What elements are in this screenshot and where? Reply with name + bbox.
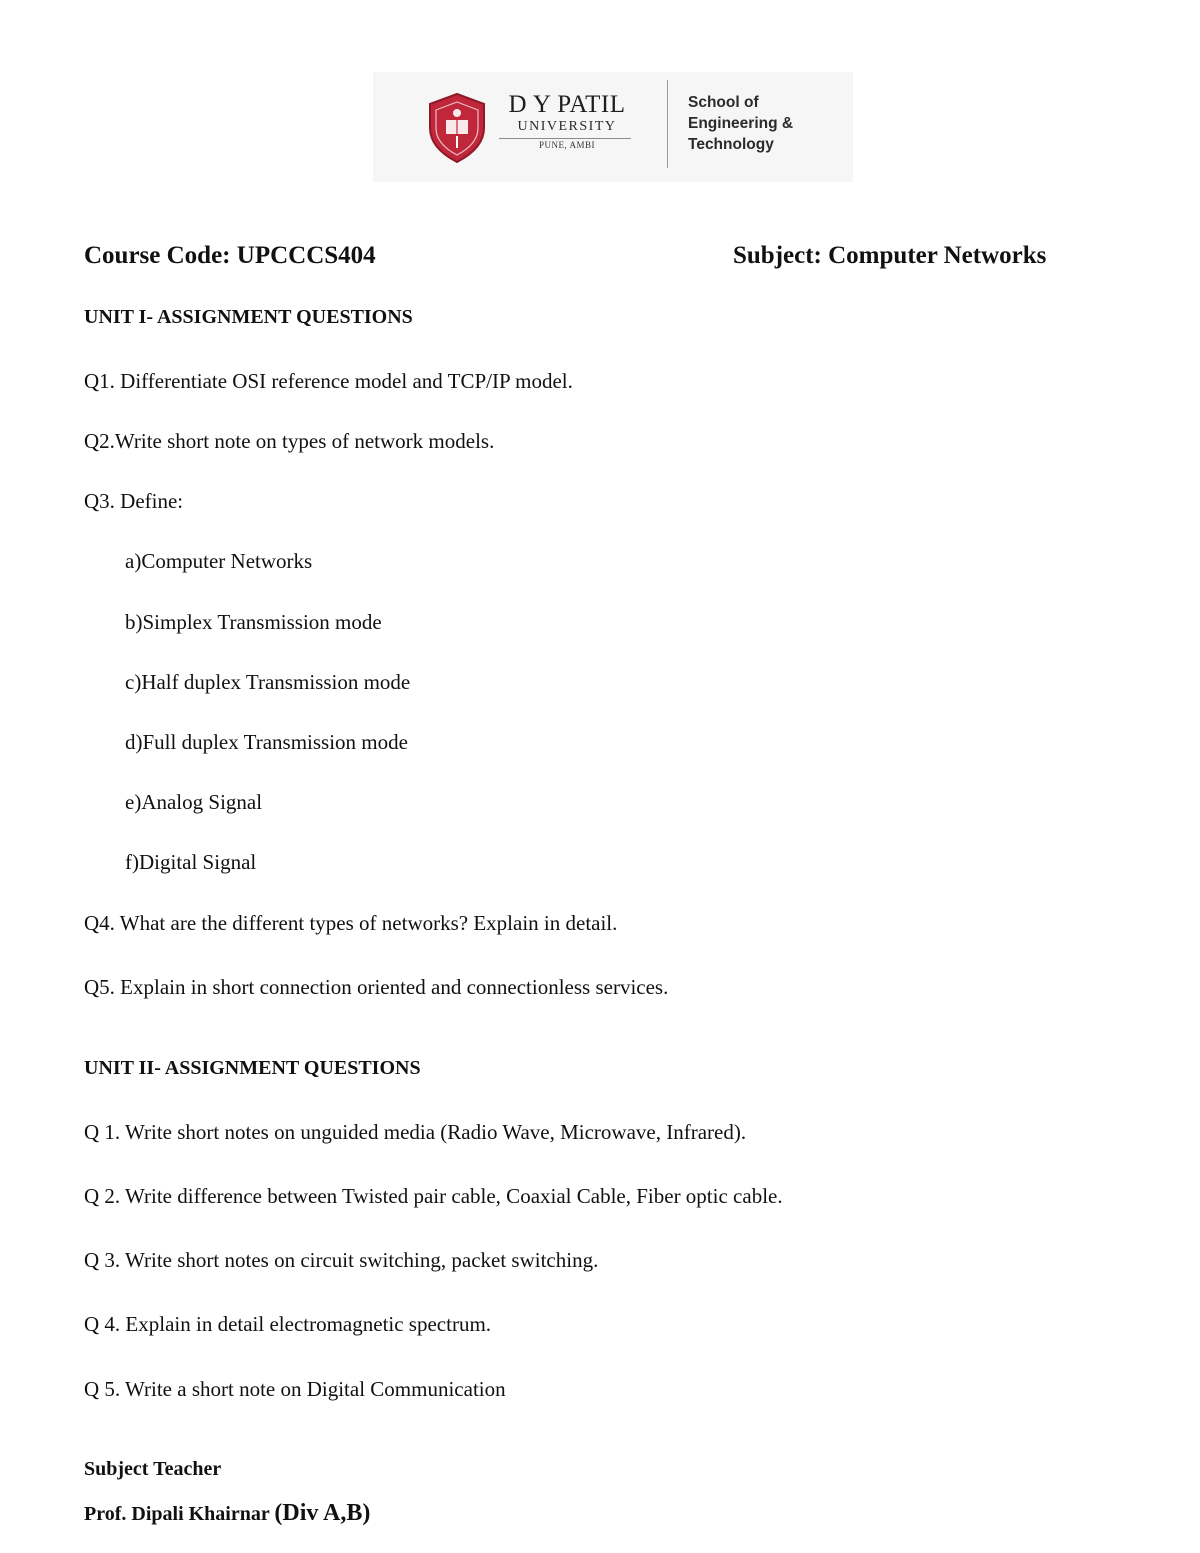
school-line-3: Technology — [688, 136, 774, 153]
university-place: PUNE, AMBI — [538, 140, 595, 150]
definition-item: b)Simplex Transmission mode — [125, 610, 382, 634]
unit-1-question-1: Q1. Differentiate OSI reference model and TCP/IP model. — [84, 369, 573, 393]
school-line-2: Engineering & — [688, 115, 794, 132]
school-name — [688, 92, 793, 155]
unit-1-title: UNIT I- ASSIGNMENT QUESTIONS — [84, 306, 413, 328]
definition-item: e)Analog Signal — [125, 790, 263, 814]
unit-2-question: Q 2. Write difference between Twisted pair cable, Coaxial Cable, Fiber optic cable. — [84, 1184, 783, 1208]
logo-divider-line — [499, 138, 631, 139]
university-logo — [373, 72, 853, 182]
unit-1-question-5: Q5. Explain in short connection oriented and connectionless services. — [84, 975, 669, 999]
school-line-1: School of — [688, 94, 759, 111]
unit-2-question: Q 4. Explain in detail electromagnetic spectrum. — [84, 1312, 492, 1336]
unit-1-question-2: Q2.Write short note on types of network models. — [84, 429, 495, 453]
unit-2-question: Q 5. Write a short note on Digital Communication — [84, 1377, 506, 1401]
unit-1-question-4: Q4. What are the different types of networks? Explain in detail. — [84, 911, 618, 935]
unit-2-question: Q 1. Write short notes on unguided media (Radio Wave, Microwave, Infrared). — [84, 1120, 747, 1144]
definition-item: c)Half duplex Transmission mode — [125, 670, 411, 694]
teacher-signature — [84, 1501, 370, 1526]
subject-teacher-label: Subject Teacher — [84, 1458, 222, 1480]
unit-1-question-3: Q3. Define: — [84, 489, 184, 513]
unit-2-title: UNIT II- ASSIGNMENT QUESTIONS — [84, 1057, 421, 1079]
university-shield-icon — [426, 92, 488, 164]
logo-vertical-divider — [667, 80, 668, 168]
university-subtitle: UNIVERSITY — [517, 119, 617, 134]
university-name: D Y PATIL — [508, 91, 626, 118]
definition-item: f)Digital Signal — [125, 850, 257, 874]
subject-title: Subject: Computer Networks — [733, 242, 1047, 269]
division-tag: (Div A,B) — [274, 1500, 371, 1526]
definition-item: d)Full duplex Transmission mode — [125, 730, 408, 754]
unit-2-question: Q 3. Write short notes on circuit switching, packet switching. — [84, 1248, 599, 1272]
course-code: Course Code: UPCCCS404 — [84, 242, 376, 269]
definition-item: a)Computer Networks — [125, 549, 313, 573]
teacher-name: Prof. Dipali Khairnar — [84, 1503, 270, 1525]
